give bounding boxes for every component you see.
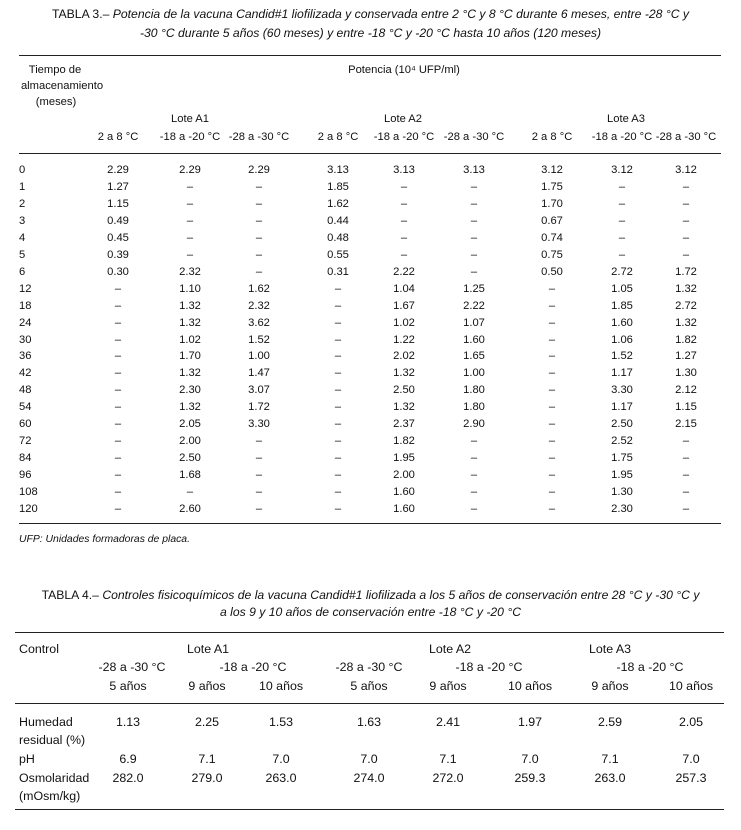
table3-stub-header-2: almacenamiento [20, 80, 104, 92]
table3-cell: – [114, 435, 122, 448]
table3-cell: – [334, 435, 342, 448]
table3-cell: – [334, 401, 342, 414]
table3-cell: 2.50 [611, 418, 633, 431]
table4-cell: 259.3 [514, 771, 546, 785]
table3-lot-a2: Lote A2 [384, 113, 422, 125]
table3-cell: 1.05 [611, 282, 633, 295]
table3-cell: 0.48 [327, 231, 349, 244]
table3-cell: – [334, 282, 342, 295]
table3-cell: 1.85 [327, 180, 349, 193]
table3-cell: – [186, 180, 194, 193]
table3-cell: 0.50 [541, 265, 563, 278]
table3-cell: 1.00 [248, 350, 270, 363]
table3-cell: 1.32 [179, 367, 201, 380]
table3-cell: – [470, 265, 478, 278]
table4-year-header: 10 años [668, 679, 714, 693]
table4-temp-a2-18: -18 a -20 °C [455, 660, 523, 674]
table3-row-label: 54 [19, 401, 32, 414]
table4-bottom-rule [15, 809, 724, 810]
table3-cell: 1.25 [463, 282, 485, 295]
table3-cell: 3.30 [611, 384, 633, 397]
table3-cell: 0.55 [327, 248, 349, 261]
table3-cell: 2.15 [675, 418, 697, 431]
table3-cell: 2.30 [611, 503, 633, 515]
table3-subheader: 2 a 8 °C [531, 131, 573, 143]
table3-cell: 1.32 [179, 401, 201, 414]
table4-year-header: 10 años [507, 679, 553, 693]
table3-cell: – [470, 435, 478, 448]
table3-cell: – [548, 350, 556, 363]
table3-cell: 0.39 [107, 248, 129, 261]
table3-cell: – [114, 367, 122, 380]
table4-year-header: 10 años [258, 679, 304, 693]
table3-cell: 0.74 [541, 231, 563, 244]
table3-cell: – [682, 452, 690, 465]
table3-row-label: 0 [19, 164, 26, 176]
table4-cell: 7.0 [272, 752, 290, 766]
table4-year-header: 9 años [591, 679, 629, 693]
table3-cell: 3.12 [541, 164, 563, 176]
table3-cell: 1.04 [393, 282, 415, 295]
table4-temp-a1-28: -28 a -30 °C [98, 660, 166, 674]
table3-title-line2: -30 °C durante 5 años (60 meses) y entre -18 °C y -20 °C hasta 10 años (120 meses) [139, 26, 602, 40]
table4-cell: 7.1 [198, 752, 216, 766]
table3-cell: 0.75 [541, 248, 563, 261]
table3-cell: 2.29 [179, 164, 201, 176]
table3-cell: 1.15 [107, 197, 129, 210]
table3-cell: – [334, 333, 342, 346]
table3-footnote: UFP: Unidades formadoras de placa. [19, 534, 190, 545]
table4-cell: 272.0 [432, 771, 464, 785]
table4-lot-a2: Lote A2 [428, 642, 472, 656]
table3-cell: 1.30 [611, 486, 633, 499]
table3-cell: 2.29 [248, 164, 270, 176]
table3-cell: 1.27 [107, 180, 129, 193]
table4-year-header: 9 años [429, 679, 467, 693]
table3-cell: 2.50 [393, 384, 415, 397]
table3-cell: – [470, 197, 478, 210]
table4-cell: 7.1 [439, 752, 457, 766]
table3-cell: – [400, 248, 408, 261]
table3-cell: 1.65 [463, 350, 485, 363]
table3-cell: 2.22 [463, 299, 485, 312]
table4-row-label: Osmolaridad [19, 771, 90, 785]
table3-title-prefix: TABLA 3.– [52, 7, 110, 21]
table3-cell: 2.22 [393, 265, 415, 278]
table3-cell: 1.02 [179, 333, 201, 346]
table3-row-label: 6 [19, 265, 26, 278]
table3-subheader: -18 a -20 °C [159, 131, 221, 143]
table3-cell: – [548, 469, 556, 482]
table3-cell: – [114, 384, 122, 397]
table3-cell: 1.62 [248, 282, 270, 295]
table4-cell: 274.0 [353, 771, 385, 785]
table3-cell: – [255, 452, 263, 465]
table4-cell: 282.0 [112, 771, 144, 785]
table3-row-label: 84 [19, 452, 32, 465]
table4-caption-line2 [0, 605, 741, 619]
table3-cell: – [548, 299, 556, 312]
table3-cell: 1.60 [463, 333, 485, 346]
table3-cell: 1.32 [393, 367, 415, 380]
table3-cell: – [114, 350, 122, 363]
table4-row-label: Humedad [19, 715, 73, 729]
table4-row-label: (mOsm/kg) [19, 789, 81, 803]
table4-cell: 2.25 [194, 715, 220, 729]
table3-cell: 1.52 [611, 350, 633, 363]
table3-subheader: -28 a -30 °C [228, 131, 290, 143]
table3-cell: – [186, 231, 194, 244]
table3-cell: 2.30 [179, 384, 201, 397]
table4-stub-header: Control [19, 642, 59, 656]
table3-cell: – [255, 265, 263, 278]
table4-cell: 2.41 [435, 715, 461, 729]
table3-cell: – [114, 469, 122, 482]
table4-cell: 2.59 [597, 715, 623, 729]
table4-cell: 1.97 [517, 715, 543, 729]
table3-cell: – [255, 248, 263, 261]
table3-cell: – [548, 503, 556, 515]
table3-cell: 3.12 [675, 164, 697, 176]
table3-subheader: 2 a 8 °C [317, 131, 359, 143]
table3-cell: – [114, 418, 122, 431]
table3-cell: – [548, 367, 556, 380]
table3-stub-header-1: Tiempo de [28, 64, 82, 76]
table4-cell: 1.13 [115, 715, 141, 729]
table3-cell: 1.17 [611, 367, 633, 380]
table4-cell: 6.9 [119, 752, 137, 766]
table3-cell: – [255, 231, 263, 244]
table3-row-label: 72 [19, 435, 32, 448]
table4-title-line2: a los 9 y 10 años de conservación entre -18 °C y -20 °C [219, 605, 522, 619]
table4-cell: 7.0 [360, 752, 378, 766]
table3-row-label: 24 [19, 316, 32, 329]
table3-cell: 1.67 [393, 299, 415, 312]
table3-cell: 1.60 [393, 503, 415, 515]
table3-cell: – [334, 503, 342, 515]
table3-cell: – [186, 486, 194, 499]
table3-cell: – [470, 180, 478, 193]
table3-cell: 1.60 [393, 486, 415, 499]
table3-cell: – [682, 214, 690, 227]
table3-cell: 2.60 [179, 503, 201, 515]
table3-cell: – [548, 333, 556, 346]
table3-row-label: 36 [19, 350, 32, 363]
table3-cell: – [334, 350, 342, 363]
table3-cell: 2.72 [611, 265, 633, 278]
table3-lot-a3: Lote A3 [607, 113, 645, 125]
table4-temp-a3-18: -18 a -20 °C [616, 660, 684, 674]
table3-cell: 2.02 [393, 350, 415, 363]
table4-cell: 1.63 [356, 715, 382, 729]
table3-cell: – [618, 197, 626, 210]
table4-title-line1: Controles fisicoquímicos de la vacuna Candid#1 liofilizada a los 5 años de conservación entre 28 °C y -30 °C y [102, 588, 700, 602]
table3-cell: – [186, 214, 194, 227]
table3-cell: – [548, 401, 556, 414]
table3-cell: 2.29 [107, 164, 129, 176]
table3-cell: – [114, 486, 122, 499]
table4-cell: 2.05 [678, 715, 704, 729]
table3-cell: 1.80 [463, 401, 485, 414]
table3-bottom-rule [19, 523, 721, 524]
table3-row-label: 60 [19, 418, 32, 431]
table3-subheader: -28 a -30 °C [443, 131, 505, 143]
table3-top-rule [19, 55, 721, 56]
table3-cell: – [470, 503, 478, 515]
table3-cell: – [548, 418, 556, 431]
table3-cell: – [548, 486, 556, 499]
table3-cell: 1.62 [327, 197, 349, 210]
table3-cell: – [470, 469, 478, 482]
table3-cell: 1.30 [675, 367, 697, 380]
table3-cell: 2.50 [179, 452, 201, 465]
table3-row-label: 96 [19, 469, 32, 482]
table3-cell: 1.72 [248, 401, 270, 414]
table3-cell: – [114, 299, 122, 312]
table3-title-line1: Potencia de la vacuna Candid#1 liofilizada y conservada entre 2 °C y 8 °C durante 6 meses, entre -28 °C y [112, 7, 689, 21]
table4-year-header: 5 años [350, 679, 388, 693]
table3-row-label: 30 [19, 333, 32, 346]
table3-cell: 2.12 [675, 384, 697, 397]
table3-cell: 2.52 [611, 435, 633, 448]
table3-cell: – [400, 197, 408, 210]
table3-cell: – [334, 367, 342, 380]
table3-cell: 2.32 [248, 299, 270, 312]
table3-cell: – [548, 316, 556, 329]
table3-cell: – [334, 452, 342, 465]
table3-cell: – [255, 435, 263, 448]
table3-stub-header-3: (meses) [35, 96, 77, 108]
table3-cell: 3.13 [463, 164, 485, 176]
table3-cell: 2.00 [393, 469, 415, 482]
table3-row-label: 4 [19, 231, 26, 244]
table3-cell: 1.75 [611, 452, 633, 465]
table3-cell: 1.80 [463, 384, 485, 397]
table4-cell: 7.0 [682, 752, 700, 766]
table3-cell: 0.44 [327, 214, 349, 227]
table3-cell: – [186, 248, 194, 261]
table3-cell: 1.32 [393, 401, 415, 414]
table3-cell: 1.60 [611, 316, 633, 329]
table3-cell: – [334, 299, 342, 312]
table3-cell: 0.49 [107, 214, 129, 227]
table3-cell: – [618, 180, 626, 193]
table3-row-label: 42 [19, 367, 32, 380]
table3-cell: – [114, 333, 122, 346]
table4-year-header: 5 años [109, 679, 147, 693]
table3-cell: – [255, 214, 263, 227]
table3-subheader: -18 a -20 °C [373, 131, 435, 143]
table3-cell: 1.75 [541, 180, 563, 193]
table3-cell: 3.30 [248, 418, 270, 431]
table3-cell: – [470, 486, 478, 499]
table3-subheader: 2 a 8 °C [97, 131, 139, 143]
table3-potency-header: Potencia (10⁴ UFP/ml) [348, 64, 460, 76]
table3-cell: – [114, 282, 122, 295]
table3-cell: 2.37 [393, 418, 415, 431]
table3-cell: – [334, 418, 342, 431]
table3-cell: – [682, 435, 690, 448]
table3-row-label: 3 [19, 214, 26, 227]
table4-lot-a1: Lote A1 [186, 642, 230, 656]
table3-cell: 1.82 [675, 333, 697, 346]
table3-cell: 1.32 [675, 282, 697, 295]
table3-cell: 2.00 [179, 435, 201, 448]
table4-temp-a1-18: -18 a -20 °C [219, 660, 287, 674]
table3-cell: – [255, 486, 263, 499]
table3-cell: – [548, 282, 556, 295]
table3-cell: 0.31 [327, 265, 349, 278]
table3-cell: 1.47 [248, 367, 270, 380]
table3-cell: 1.95 [611, 469, 633, 482]
table3-cell: 1.10 [179, 282, 201, 295]
table3-cell: 1.22 [393, 333, 415, 346]
table3-cell: – [682, 180, 690, 193]
table3-cell: – [400, 214, 408, 227]
table3-cell: – [470, 248, 478, 261]
table3-cell: – [255, 503, 263, 515]
table3-header-rule [19, 153, 721, 154]
table3-cell: 2.90 [463, 418, 485, 431]
table3-cell: – [548, 384, 556, 397]
table3-cell: 2.05 [179, 418, 201, 431]
table3-cell: 1.68 [179, 469, 201, 482]
table3-cell: – [186, 197, 194, 210]
table4-cell: 1.53 [268, 715, 294, 729]
table4-cell: 263.0 [265, 771, 297, 785]
table3-row-label: 18 [19, 299, 32, 312]
table3-cell: 0.30 [107, 265, 129, 278]
table3-row-label: 120 [19, 503, 38, 515]
table3-cell: – [682, 231, 690, 244]
table3-cell: 3.62 [248, 316, 270, 329]
table3-cell: 3.13 [393, 164, 415, 176]
table3-cell: – [114, 316, 122, 329]
table3-cell: 2.72 [675, 299, 697, 312]
table3-cell: – [618, 214, 626, 227]
table3-cell: 1.27 [675, 350, 697, 363]
table3-cell: – [334, 384, 342, 397]
table3-cell: 1.85 [611, 299, 633, 312]
table3-cell: 1.32 [675, 316, 697, 329]
table4-cell: 257.3 [675, 771, 707, 785]
table3-cell: – [400, 180, 408, 193]
table3-cell: 1.32 [179, 299, 201, 312]
table3-subheader: -28 a -30 °C [655, 131, 717, 143]
table4-caption [0, 588, 741, 602]
table3-cell: 1.07 [463, 316, 485, 329]
table3-cell: 3.12 [611, 164, 633, 176]
table4-cell: 7.1 [601, 752, 619, 766]
table4-cell: 263.0 [594, 771, 626, 785]
table4-row-label: pH [19, 752, 35, 766]
table3-row-label: 48 [19, 384, 32, 397]
table3-caption-line2 [0, 26, 741, 40]
table3-row-label: 108 [19, 486, 38, 499]
table3-cell: 1.70 [179, 350, 201, 363]
table3-cell: 1.52 [248, 333, 270, 346]
table4-temp-a2-28: -28 a -30 °C [335, 660, 403, 674]
table3-cell: – [682, 248, 690, 261]
table4-cell: 279.0 [191, 771, 223, 785]
table3-cell: – [255, 469, 263, 482]
table3-cell: – [548, 452, 556, 465]
table3-cell: – [682, 469, 690, 482]
table3-row-label: 12 [19, 282, 32, 295]
table3-cell: 2.32 [179, 265, 201, 278]
table3-lot-a1: Lote A1 [171, 113, 209, 125]
table3-cell: – [334, 316, 342, 329]
table3-cell: – [548, 435, 556, 448]
table3-cell: 3.07 [248, 384, 270, 397]
table3-cell: – [114, 401, 122, 414]
table3-cell: 1.02 [393, 316, 415, 329]
table3-cell: 1.70 [541, 197, 563, 210]
table3-cell: – [400, 231, 408, 244]
table3-cell: 1.72 [675, 265, 697, 278]
table3-row-label: 2 [19, 197, 26, 210]
table3-cell: – [255, 180, 263, 193]
table3-cell: 1.32 [179, 316, 201, 329]
table3-cell: – [618, 231, 626, 244]
table3-cell: – [470, 231, 478, 244]
table3-cell: 0.45 [107, 231, 129, 244]
table3-cell: 1.82 [393, 435, 415, 448]
table3-cell: – [682, 486, 690, 499]
table3-cell: – [682, 503, 690, 515]
table4-lot-a3: Lote A3 [588, 642, 632, 656]
table4-header-rule [15, 703, 724, 704]
table3-cell: – [470, 214, 478, 227]
table3-row-label: 1 [19, 180, 26, 193]
table3-cell: 1.95 [393, 452, 415, 465]
table3-cell: – [114, 503, 122, 515]
table3-cell: – [618, 248, 626, 261]
table3-cell: – [334, 486, 342, 499]
table3-cell: – [470, 452, 478, 465]
table3-cell: 1.00 [463, 367, 485, 380]
table3-cell: 0.67 [541, 214, 563, 227]
table3-cell: – [255, 197, 263, 210]
table3-caption [0, 7, 741, 21]
table3-cell: 3.13 [327, 164, 349, 176]
table3-subheader: -18 a -20 °C [591, 131, 653, 143]
table3-cell: 1.15 [675, 401, 697, 414]
table4-year-header: 9 años [188, 679, 226, 693]
table3-cell: 1.06 [611, 333, 633, 346]
table4-cell: 7.0 [521, 752, 539, 766]
table3-cell: – [334, 469, 342, 482]
table4-row-label: residual (%) [19, 733, 86, 747]
table4-top-rule [15, 632, 724, 633]
table4-title-prefix: TABLA 4.– [41, 588, 99, 602]
table3-row-label: 5 [19, 248, 26, 261]
table3-cell: – [114, 452, 122, 465]
table3-cell: 1.17 [611, 401, 633, 414]
table3-cell: – [682, 197, 690, 210]
